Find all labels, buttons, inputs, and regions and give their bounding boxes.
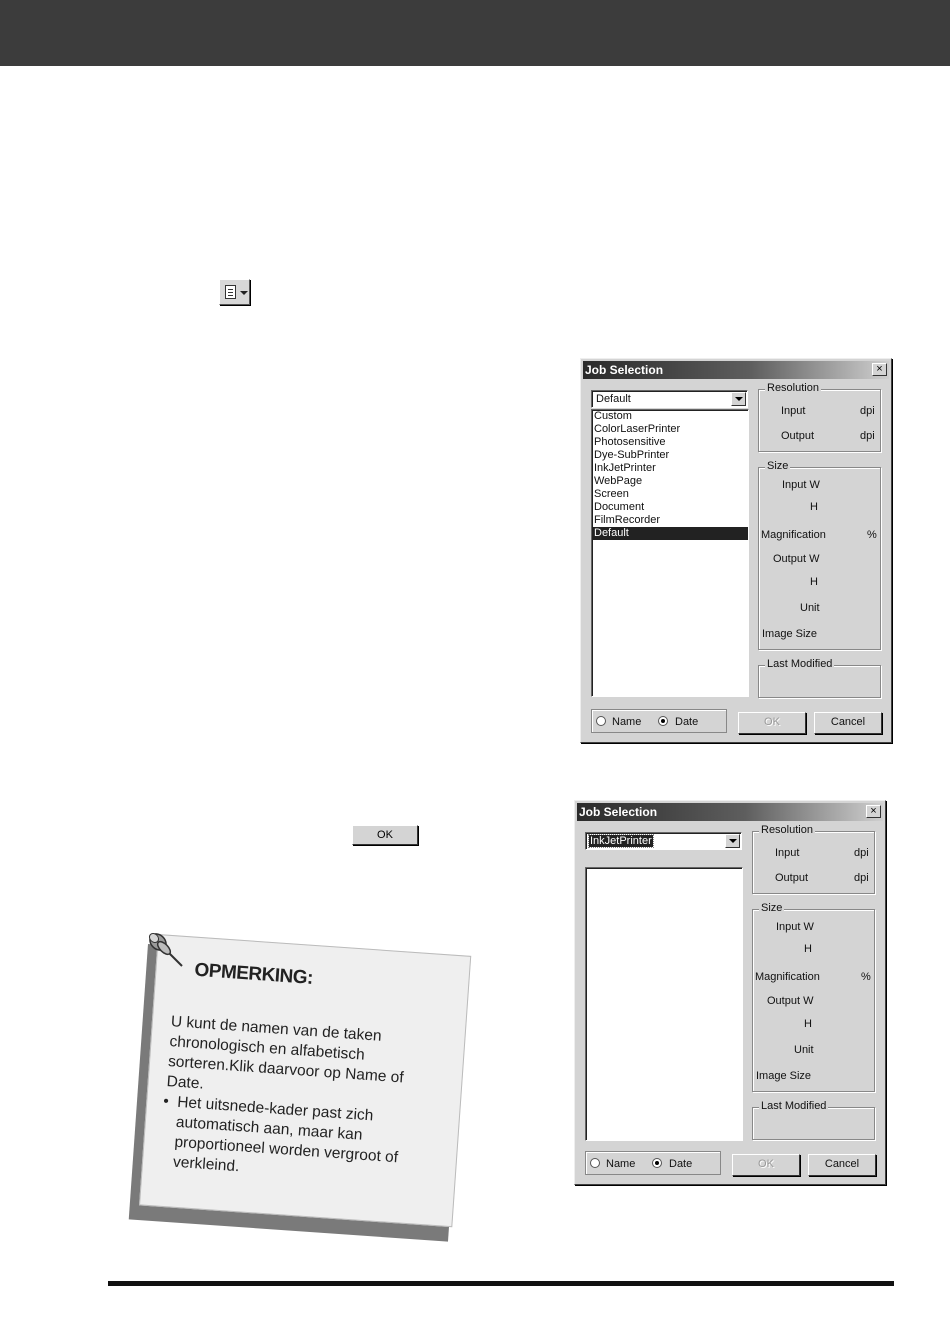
list-item[interactable]: ColorLaserPrinter (594, 423, 681, 435)
dialog-titlebar (577, 803, 883, 821)
list-item[interactable]: WebPage (594, 475, 643, 487)
dropdown-arrow-icon (240, 291, 248, 295)
sort-date-radio[interactable] (658, 716, 668, 726)
sort-options (591, 709, 727, 733)
ok-button-illustration[interactable]: OK (352, 825, 418, 845)
note-body: U kunt de namen van de taken chronologisch en alfabetisch sorteren.Klik daarvoor op Name of Date. (166, 1013, 405, 1093)
close-icon[interactable]: × (872, 363, 887, 376)
input-w-label: Input W (776, 921, 814, 933)
input-h-label: H (804, 943, 812, 955)
magnification-label: Magnification (761, 529, 826, 541)
ok-button[interactable]: OK (738, 712, 806, 734)
last-modified-group (758, 658, 881, 698)
input-dpi: dpi (854, 847, 869, 859)
output-h-label: H (804, 1018, 812, 1030)
input-label: Input (781, 405, 806, 417)
list-item[interactable]: Dye-SubPrinter (594, 449, 670, 461)
dialog-title: Job Selection (579, 805, 658, 819)
list-item[interactable]: Screen (594, 488, 629, 500)
image-size-label: Image Size (762, 628, 818, 640)
list-item[interactable]: FilmRecorder (594, 514, 661, 526)
dialog-title: Job Selection (585, 363, 664, 377)
image-size-label: Image Size (756, 1070, 812, 1082)
ok-button[interactable]: OK (732, 1154, 800, 1176)
unit-label: Unit (794, 1044, 814, 1056)
page-header-bar (0, 0, 950, 66)
size-group (758, 460, 881, 650)
list-item[interactable]: Default (592, 527, 748, 540)
pushpin-icon (142, 926, 188, 972)
output-label: Output (781, 430, 815, 442)
note-title: OPMERKING: (193, 959, 314, 989)
percent-label: % (861, 971, 871, 983)
last-modified-label: Last Modified (767, 658, 833, 670)
bullet-marker: • (162, 1092, 170, 1111)
sort-name-radio[interactable] (590, 1158, 600, 1168)
resolution-label: Resolution (761, 824, 813, 836)
job-selection-dialog-default (580, 358, 892, 743)
output-dpi: dpi (860, 430, 875, 442)
sort-date-label[interactable]: Date (675, 716, 699, 728)
resolution-group (758, 382, 881, 452)
sort-date-label[interactable]: Date (669, 1158, 693, 1170)
document-icon (225, 285, 236, 299)
job-combo-value: InkJetPrinter (590, 835, 652, 847)
note-bullet-text: Het uitsnede-kader past zich automatisch aan, maar kan proportioneel worden vergroot of verkleind. (172, 1093, 399, 1176)
sort-name-label[interactable]: Name (606, 1158, 636, 1170)
sort-name-radio[interactable] (596, 716, 606, 726)
dialog-titlebar (583, 361, 889, 379)
magnification-label: Magnification (755, 971, 820, 983)
job-combo[interactable] (591, 390, 748, 408)
list-item[interactable]: InkJetPrinter (594, 462, 656, 474)
job-combo-value: Default (596, 393, 631, 405)
output-w-label: Output W (767, 995, 814, 1007)
input-label: Input (775, 847, 800, 859)
sort-name-label[interactable]: Name (612, 716, 642, 728)
unit-label: Unit (800, 602, 820, 614)
cancel-button[interactable]: Cancel (808, 1154, 876, 1176)
size-group (752, 902, 875, 1092)
cancel-button[interactable]: Cancel (814, 712, 882, 734)
resolution-group (752, 824, 875, 894)
job-selection-dialog-inkjet (574, 800, 886, 1185)
output-dpi: dpi (854, 872, 869, 884)
list-item[interactable]: Custom (594, 410, 632, 422)
job-detail-list[interactable] (585, 867, 743, 1141)
size-label: Size (767, 460, 789, 472)
list-item[interactable]: Photosensitive (594, 436, 666, 448)
job-combo[interactable] (585, 832, 742, 850)
last-modified-label: Last Modified (761, 1100, 827, 1112)
job-list-dropdown-icon[interactable] (219, 279, 250, 305)
size-label: Size (761, 902, 783, 914)
sort-options (585, 1151, 721, 1175)
sort-date-radio[interactable] (652, 1158, 662, 1168)
output-label: Output (775, 872, 809, 884)
job-list[interactable] (591, 409, 749, 697)
input-w-label: Input W (782, 479, 820, 491)
input-dpi: dpi (860, 405, 875, 417)
percent-label: % (867, 529, 877, 541)
close-icon[interactable]: × (866, 805, 881, 818)
resolution-label: Resolution (767, 382, 819, 394)
last-modified-group (752, 1100, 875, 1140)
footer-rule (108, 1281, 894, 1286)
note-card (139, 934, 471, 1227)
input-h-label: H (810, 501, 818, 513)
output-h-label: H (810, 576, 818, 588)
dropdown-arrow-icon[interactable] (725, 834, 740, 848)
dropdown-arrow-icon[interactable] (731, 392, 746, 406)
output-w-label: Output W (773, 553, 820, 565)
list-item[interactable]: Document (594, 501, 645, 513)
